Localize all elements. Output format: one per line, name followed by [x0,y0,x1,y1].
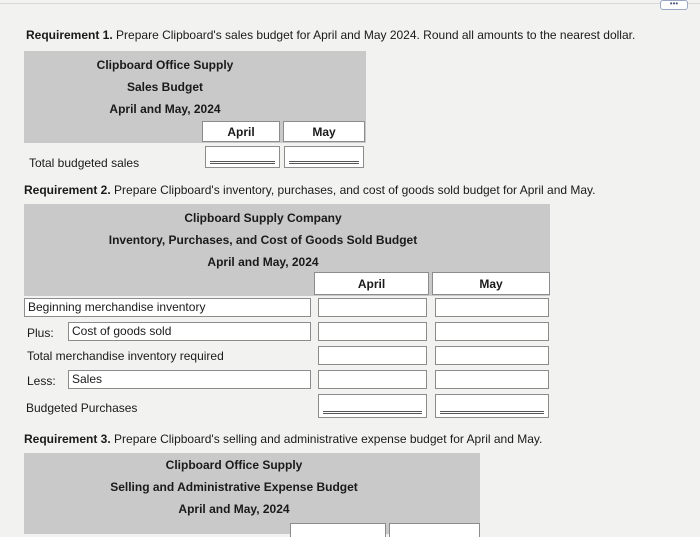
inventory-budget-header [24,204,550,272]
budgeted-purchases-may-input[interactable] [435,394,549,418]
sales-col-april: April [202,121,280,142]
sa-budget-period: April and May, 2024 [178,502,290,516]
requirement-2-instructions: Prepare Clipboard's inventory, purchases, and cost of goods sold budget for April and May. [114,183,596,197]
requirement-2-label: Requirement 2. [24,183,111,197]
sales-budget-title: Sales Budget [126,80,204,94]
total-required-april-input[interactable] [318,346,427,365]
sa-col-may [389,523,480,537]
inventory-budget-period: April and May, 2024 [207,255,319,269]
sales-col-may: May [283,121,365,142]
sa-col-april [290,523,386,537]
requirement-3-text [24,432,542,446]
cogs-april-input[interactable] [318,322,427,341]
requirement-2-text [24,183,596,197]
sa-budget-title: Selling and Administrative Expense Budget [110,480,358,494]
sa-budget-company: Clipboard Office Supply [165,458,303,472]
less-may-input[interactable] [435,370,549,389]
budgeted-purchases-label: Budgeted Purchases [26,401,138,415]
less-label: Less: [27,374,56,388]
inventory-col-may: May [432,272,550,295]
requirement-1-instructions: Prepare Clipboard's sales budget for April and May 2024. Round all amounts to the nearest dollar. [116,28,636,42]
requirement-1-text [26,28,635,42]
more-options-button[interactable]: ••• [660,0,688,10]
less-sales-field[interactable]: Sales [68,370,311,389]
total-sales-may-input[interactable] [284,146,364,168]
cost-of-goods-sold-field[interactable]: Cost of goods sold [68,322,311,341]
sales-budget-period: April and May, 2024 [109,102,221,116]
requirement-3-instructions: Prepare Clipboard's selling and administrative expense budget for April and May. [114,432,543,446]
total-required-may-input[interactable] [435,346,549,365]
inventory-budget-company: Clipboard Supply Company [184,211,342,225]
top-divider [0,3,700,4]
sa-budget-header [24,453,480,523]
inventory-budget-title: Inventory, Purchases, and Cost of Goods Sold Budget [108,233,418,247]
inventory-col-april: April [314,272,429,295]
beginning-inventory-label-field[interactable]: Beginning merchandise inventory [24,298,311,317]
requirement-1-label: Requirement 1. [26,28,113,42]
budgeted-purchases-april-input[interactable] [318,394,427,418]
total-inventory-required-label: Total merchandise inventory required [27,349,224,363]
requirement-3-label: Requirement 3. [24,432,111,446]
beginning-inventory-april-input[interactable] [318,298,427,317]
beginning-inventory-may-input[interactable] [435,298,549,317]
total-budgeted-sales-label: Total budgeted sales [29,156,140,170]
plus-label: Plus: [27,326,54,340]
sales-budget-header [24,51,366,121]
cogs-may-input[interactable] [435,322,549,341]
sales-budget-company: Clipboard Office Supply [96,58,234,72]
less-april-input[interactable] [318,370,427,389]
total-sales-april-input[interactable] [205,146,280,168]
